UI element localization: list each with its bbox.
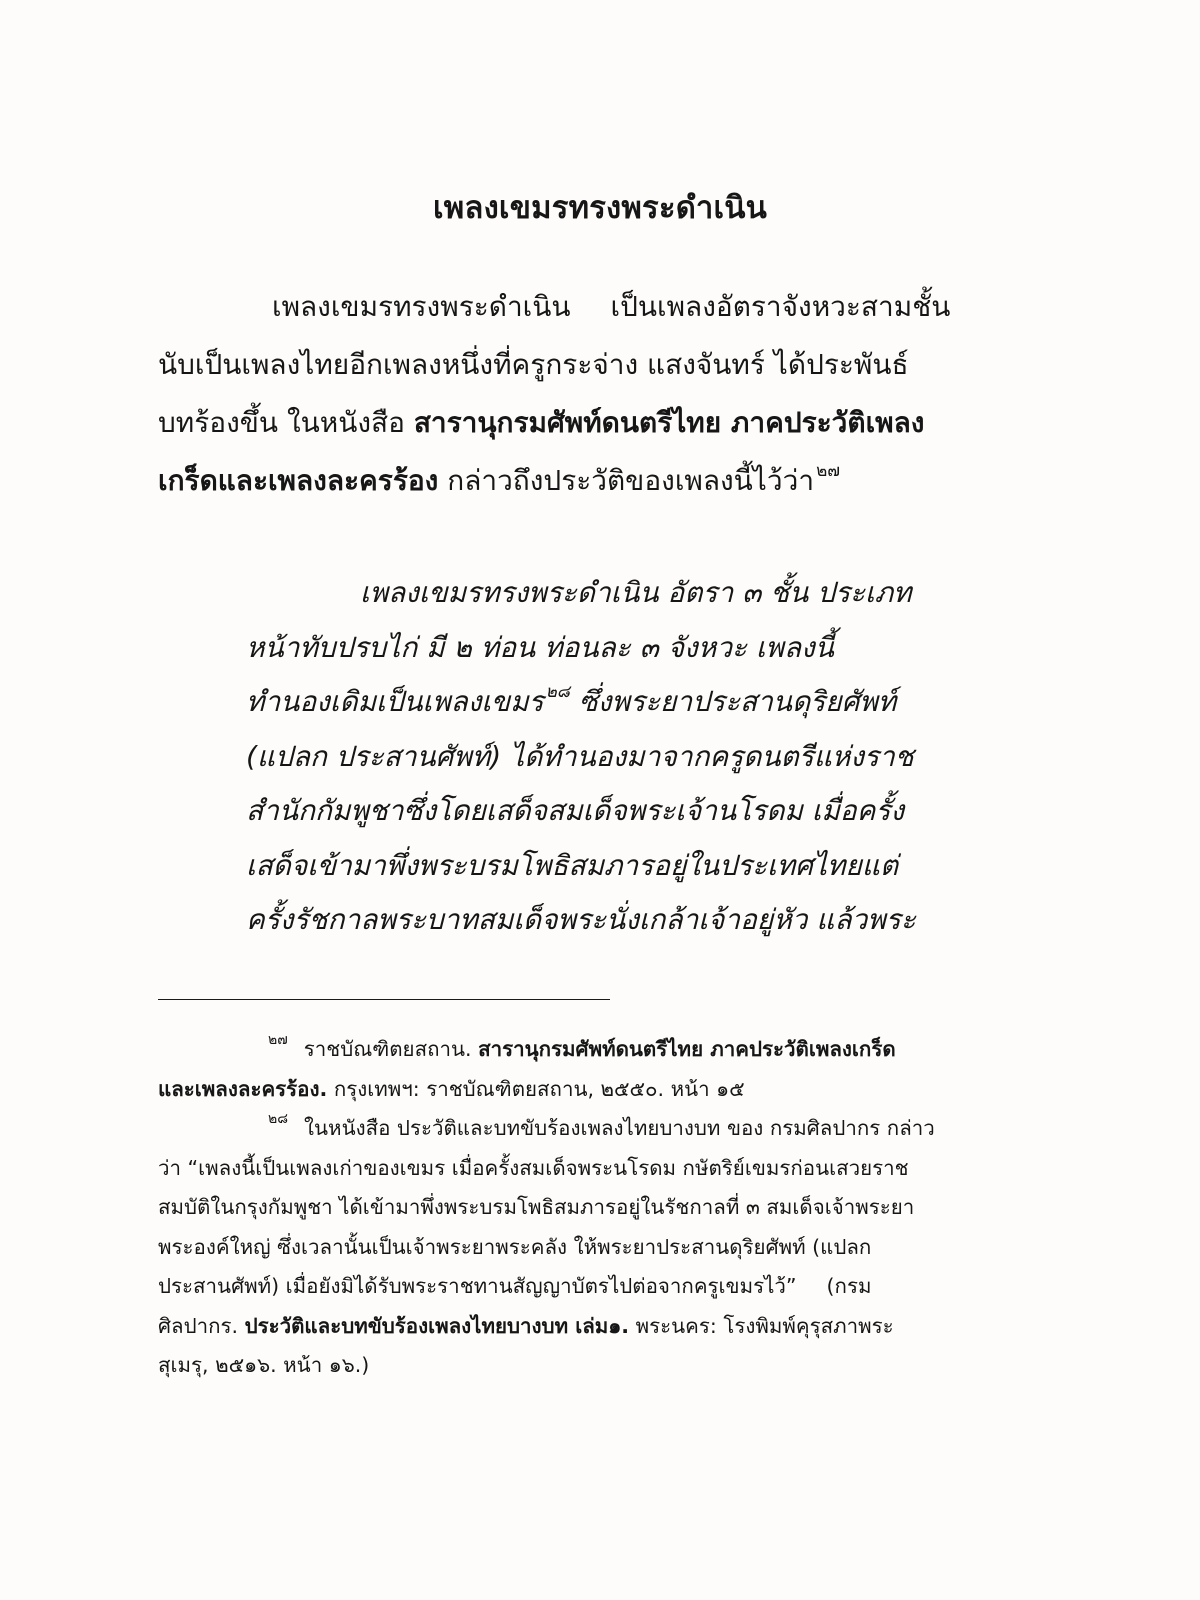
intro-line-4-b: กล่าวถึงประวัติของเพลงนี้ไว้ว่า — [438, 464, 815, 497]
footnote-27-line-2 — [158, 1070, 1024, 1110]
intro-line-1-a: เพลงเขมรทรงพระดำเนิน — [272, 290, 571, 323]
page-title: เพลงเขมรทรงพระดำเนิน — [432, 190, 768, 226]
footnote-28-line-1-text: ในหนังสือ ประวัติและบทขับร้องเพลงไทยบางบท ของ กรมศิลปากร กล่าว — [304, 1116, 935, 1140]
quote-line-3 — [246, 675, 1026, 730]
footnote-28-line-6 — [158, 1307, 1024, 1347]
quote-line-6: เสด็จเข้ามาพึ่งพระบรมโพธิสมภารอยู่ในประเทศไทยแต่ — [246, 848, 899, 882]
quote-line-1: เพลงเขมรทรงพระดำเนิน อัตรา ๓ ชั้น ประเภท — [360, 576, 912, 609]
footnote-27-line-2-b: กรุงเทพฯ: ราชบัณฑิตยสถาน, ๒๕๕๐. หน้า ๑๕ — [327, 1076, 745, 1101]
quote-line-3-b: ซึ่งพระยาประสานดุริยศัพท์ — [569, 685, 897, 718]
footnote-28-line-6-a: ศิลปากร. — [158, 1313, 245, 1338]
footnote-28-mark: ๒๘ — [268, 1111, 289, 1128]
footnote-28-line-5-b: (กรม — [826, 1274, 872, 1298]
intro-line-1 — [158, 278, 1024, 336]
footnote-28-book-title: ประวัติและบทขับร้องเพลงไทยบางบท เล่ม๑. — [244, 1313, 630, 1338]
intro-line-4 — [158, 452, 1024, 510]
footnote-28-line-1 — [158, 1109, 1024, 1149]
footnote-ref-28[interactable]: ๒๘ — [545, 681, 570, 702]
footnote-28-line-3: สมบัติในกรุงกัมพูชา ได้เข้ามาพึ่งพระบรมโพธิสมภารอยู่ในรัชกาลที่ ๓ สมเด็จเจ้าพระยา — [158, 1195, 915, 1219]
quote-line-5: สำนักกัมพูชาซึ่งโดยเสด็จสมเด็จพระเจ้านโรดม เมื่อครั้ง — [246, 794, 905, 827]
quote-line-4: (แปลก ประสานศัพท์) ได้ทำนองมาจากครูดนตรีแห่งราช — [246, 739, 914, 773]
footnote-27-line-1 — [158, 1030, 1024, 1070]
intro-book-title-part-2: เกร็ดและเพลงละครร้อง — [158, 464, 439, 497]
footnote-ref-27[interactable]: ๒๗ — [816, 460, 841, 481]
quote-line-2: หน้าทับปรบไก่ มี ๒ ท่อน ท่อนละ ๓ จังหวะ เพลงนี้ — [246, 630, 834, 664]
footnote-28-line-6-c: พระนคร: โรงพิมพ์คุรุสภาพระ — [629, 1313, 894, 1338]
footnote-27-book-title-1: สารานุกรมศัพท์ดนตรีไทย ภาคประวัติเพลงเกร็ด — [478, 1037, 896, 1061]
footnote-27-mark: ๒๗ — [268, 1032, 288, 1049]
footnote-28-line-5-a: ประสานศัพท์) เมื่อยังมิได้รับพระราชทานสัญญาบัตรไปต่อจากครูเขมรไว้” — [158, 1274, 797, 1298]
footnote-28-line-2: ว่า “เพลงนี้เป็นเพลงเก่าของเขมร เมื่อครั้งสมเด็จพระนโรดม กษัตริย์เขมรก่อนเสวยราช — [158, 1155, 909, 1180]
block-quote — [246, 566, 1026, 948]
intro-line-3 — [158, 394, 1024, 452]
intro-line-2: นับเป็นเพลงไทยอีกเพลงหนึ่งที่ครูกระจ่าง แสงจันทร์ ได้ประพันธ์ — [158, 348, 909, 381]
intro-paragraph — [158, 278, 1024, 510]
footnote-28-line-5 — [158, 1267, 1024, 1307]
footnote-28-line-4: พระองค์ใหญ่ ซึ่งเวลานั้นเป็นเจ้าพระยาพระคลัง ให้พระยาประสานดุริยศัพท์ (แปลก — [158, 1234, 872, 1259]
footnote-27-line-1-a: ราชบัณฑิตยสถาน. — [303, 1037, 479, 1061]
intro-line-3-a: บทร้องขึ้น ในหนังสือ — [158, 406, 414, 439]
footnote-28-line-7: สุเมรุ, ๒๕๑๖. หน้า ๑๖.) — [158, 1353, 370, 1377]
quote-line-7: ครั้งรัชกาลพระบาทสมเด็จพระนั่งเกล้าเจ้าอยู่หัว แล้วพระ — [246, 903, 916, 936]
intro-line-1-b: เป็นเพลงอัตราจังหวะสามชั้น — [610, 290, 951, 323]
footnote-27-book-title-2: และเพลงละครร้อง. — [158, 1076, 328, 1101]
footnotes — [158, 1030, 1024, 1386]
quote-line-3-a: ทำนองเดิมเป็นเพลงเขมร — [246, 685, 544, 718]
intro-book-title-part-1: สารานุกรมศัพท์ดนตรีไทย ภาคประวัติเพลง — [413, 406, 925, 439]
footnote-divider — [158, 999, 610, 1000]
